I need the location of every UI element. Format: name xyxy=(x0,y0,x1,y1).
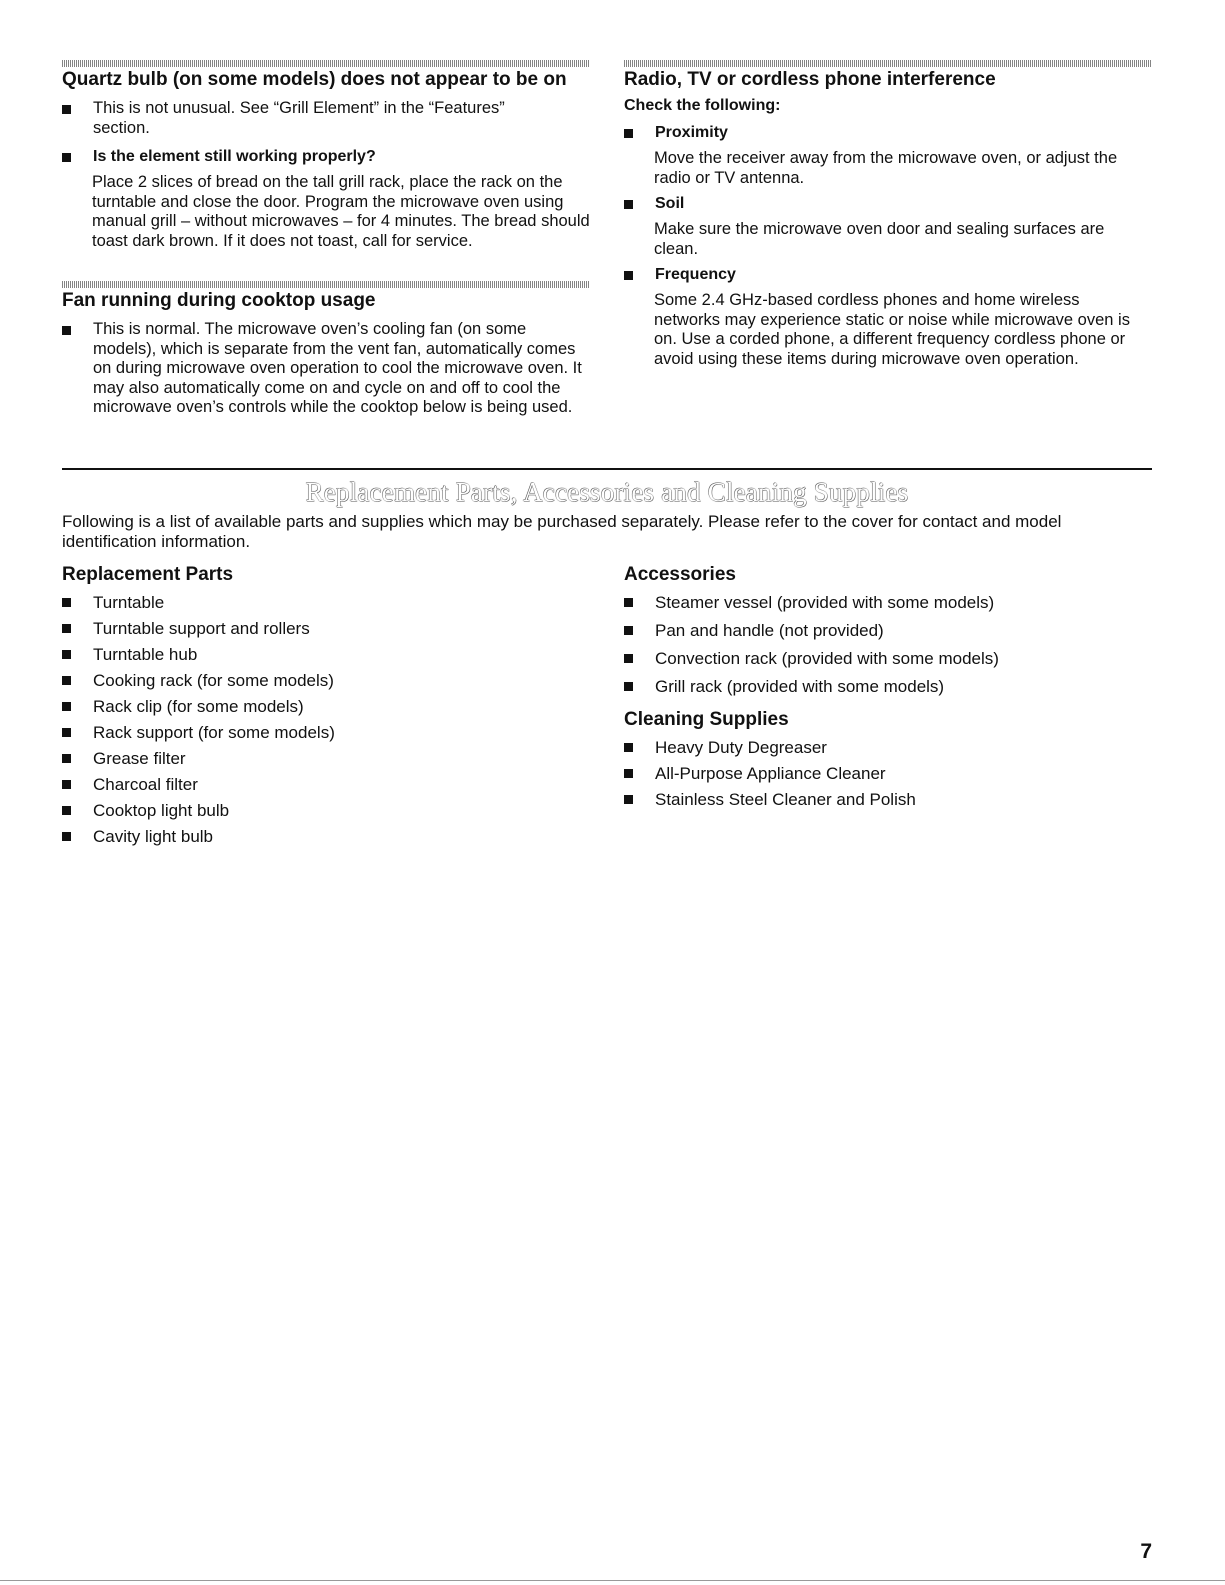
element-check-title: Is the element still working properly? xyxy=(93,148,376,165)
part-label: Grease filter xyxy=(93,749,186,768)
accessories-list xyxy=(624,593,1152,696)
bullet-icon xyxy=(62,326,71,335)
bullet-icon xyxy=(62,754,71,763)
bullet-icon xyxy=(62,728,71,737)
bullet-icon xyxy=(62,702,71,711)
quartz-bullet-text: This is not unusual. See “Grill Element” in the “Features” section. xyxy=(93,99,505,137)
list-item xyxy=(62,827,590,846)
list-item xyxy=(62,671,590,690)
dotted-rule xyxy=(624,60,1152,67)
list-item xyxy=(624,790,1152,809)
list-item xyxy=(624,764,1152,783)
part-label: Cooking rack (for some models) xyxy=(93,671,334,690)
soil-title: Soil xyxy=(655,195,685,212)
list-item xyxy=(62,645,590,664)
accessory-label: Pan and handle (not provided) xyxy=(655,621,884,640)
bullet-icon xyxy=(624,682,633,691)
bullet-icon xyxy=(624,598,633,607)
page-bottom-edge xyxy=(0,1580,1225,1581)
part-label: Turntable support and rollers xyxy=(93,619,310,638)
list-item xyxy=(62,801,590,820)
cleaning-label: All-Purpose Appliance Cleaner xyxy=(655,764,886,783)
list-item xyxy=(624,621,1152,640)
cleaning-label: Stainless Steel Cleaner and Polish xyxy=(655,790,916,809)
part-label: Charcoal filter xyxy=(93,775,198,794)
list-item xyxy=(62,99,590,138)
section-title: Replacement Parts, Accessories and Cleaning Supplies xyxy=(305,477,909,507)
section-intro: Following is a list of available parts and supplies which may be purchased separately. Please refer to the cover for contact and model identification information. xyxy=(62,512,1062,551)
list-item xyxy=(624,265,736,285)
frequency-body: Some 2.4 GHz-based cordless phones and home wireless networks may experience static or noise while microwave oven is on. Use a corded phone, a different frequency cordless phone or avoid using these items during microwave oven operation. xyxy=(654,291,1130,368)
bullet-icon xyxy=(624,271,633,280)
radio-heading: Radio, TV or cordless phone interference xyxy=(624,69,996,90)
soil-body: Make sure the microwave oven door and sealing surfaces are clean. xyxy=(654,220,1105,258)
bullet-icon xyxy=(624,743,633,752)
list-item xyxy=(624,593,1152,612)
bullet-icon xyxy=(624,626,633,635)
replacement-parts-list xyxy=(62,593,590,846)
dotted-rule xyxy=(62,60,590,67)
cleaning-supplies-heading: Cleaning Supplies xyxy=(624,709,789,730)
list-item xyxy=(62,320,590,418)
list-item xyxy=(62,697,590,716)
fan-heading: Fan running during cooktop usage xyxy=(62,290,376,311)
list-item xyxy=(624,677,1152,696)
bullet-icon xyxy=(624,200,633,209)
dotted-rule xyxy=(62,281,590,288)
proximity-body: Move the receiver away from the microwave oven, or adjust the radio or TV antenna. xyxy=(654,149,1118,187)
list-item xyxy=(624,649,1152,668)
fan-bullet-text: This is normal. The microwave oven’s cooling fan (on some models), which is separate from the vent fan, automatically comes on during microwave oven operation to cool the microwave oven. It may also automatically come on and cycle on and off to cool the microwave oven’s controls while the cooktop below is being used. xyxy=(93,320,582,416)
list-item xyxy=(624,123,728,143)
part-label: Turntable hub xyxy=(93,645,198,664)
accessory-label: Grill rack (provided with some models) xyxy=(655,677,945,696)
part-label: Rack clip (for some models) xyxy=(93,697,304,716)
page-number: 7 xyxy=(1140,1540,1152,1563)
list-item xyxy=(62,147,590,167)
bullet-icon xyxy=(62,105,71,114)
bullet-icon xyxy=(62,780,71,789)
accessory-label: Steamer vessel (provided with some models) xyxy=(655,593,995,612)
proximity-title: Proximity xyxy=(655,124,728,141)
bullet-icon xyxy=(62,676,71,685)
bullet-icon xyxy=(62,806,71,815)
list-item xyxy=(62,723,590,742)
list-item xyxy=(624,194,684,214)
part-label: Rack support (for some models) xyxy=(93,723,335,742)
bullet-icon xyxy=(62,832,71,841)
element-check-body: Place 2 slices of bread on the tall grill rack, place the rack on the turntable and close the door. Program the microwave oven using manual grill – without microwaves – for 4 minutes. The bread should toast dark brown. If it does not toast, call for service. xyxy=(92,173,590,250)
bullet-icon xyxy=(624,795,633,804)
bullet-icon xyxy=(624,129,633,138)
part-label: Cooktop light bulb xyxy=(93,801,230,820)
part-label: Turntable xyxy=(93,593,165,612)
quartz-heading: Quartz bulb (on some models) does not appear to be on xyxy=(62,69,567,90)
cleaning-label: Heavy Duty Degreaser xyxy=(655,738,827,757)
bullet-icon xyxy=(62,650,71,659)
bullet-icon xyxy=(624,654,633,663)
list-item xyxy=(62,775,590,794)
bullet-icon xyxy=(62,598,71,607)
bullet-icon xyxy=(62,624,71,633)
bullet-icon xyxy=(624,769,633,778)
list-item xyxy=(62,619,590,638)
accessory-label: Convection rack (provided with some models) xyxy=(655,649,999,668)
list-item xyxy=(62,593,590,612)
accessories-heading: Accessories xyxy=(624,564,736,585)
bullet-icon xyxy=(62,153,71,162)
list-item xyxy=(624,738,1152,757)
frequency-title: Frequency xyxy=(655,266,736,283)
section-rule xyxy=(62,468,1152,470)
list-item xyxy=(62,749,590,768)
replacement-parts-heading: Replacement Parts xyxy=(62,564,234,585)
cleaning-supplies-list xyxy=(624,738,1152,809)
part-label: Cavity light bulb xyxy=(93,827,214,846)
check-following: Check the following: xyxy=(624,97,781,114)
